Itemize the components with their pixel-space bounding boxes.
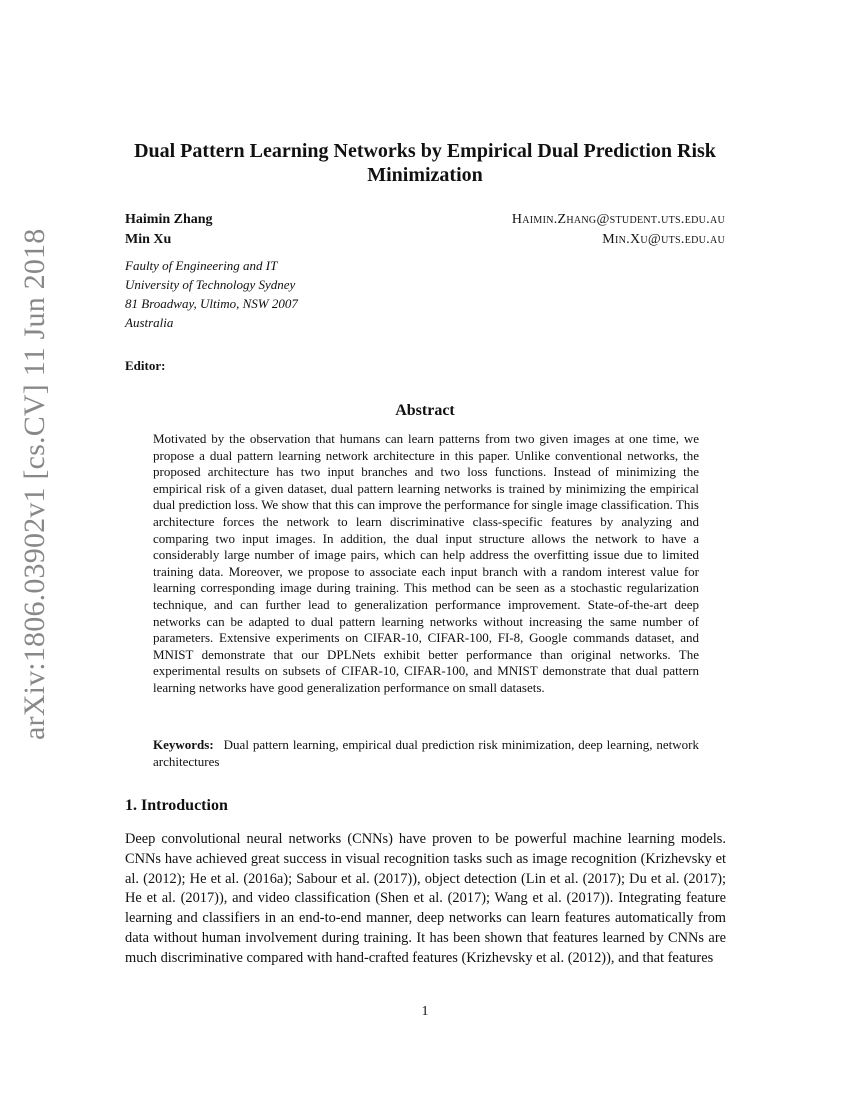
author-name-1: Haimin Zhang <box>125 212 213 227</box>
editor-label: Editor: <box>125 358 166 373</box>
author-name-2: Min Xu <box>125 232 172 247</box>
author-email-2: Min.Xu@uts.edu.au <box>602 232 725 247</box>
affiliation-country: Australia <box>125 315 174 330</box>
section-text: Deep convolutional neural networks (CNNs) have proven to be powerful machine learning models. CNNs have achieved great success in visual recognition tasks such as image recognition (Krizhevsky et al. (2012); He et al. (2016a); Sabour et al. (2017)), object detection (Lin et al. (2017); Du et al. (2017); He et al. (2017)), and video classification (Shen et al. (2017); Wang et al. (2017)). Integrating feature learning and classifiers in an end-to-end manner, deep networks can learn features automatically from data without human involvement during training. It has been shown that features learned by CNNs are much discriminative compared with hand-crafted features (Krizhevsky et al. (2012)), and that features <box>125 831 726 966</box>
section-heading: 1. Introduction <box>125 797 228 814</box>
keywords-text: Dual pattern learning, empirical dual prediction risk minimization, deep learning, network architectures <box>153 737 699 769</box>
keywords-label: Keywords: <box>153 737 214 752</box>
affiliation-dept: Faulty of Engineering and IT <box>125 258 278 273</box>
abstract-heading: Abstract <box>395 402 455 419</box>
author-email-1: Haimin.Zhang@student.uts.edu.au <box>511 212 725 227</box>
affiliation-address: 81 Broadway, Ultimo, NSW 2007 <box>125 296 298 311</box>
paper-title: Dual Pattern Learning Networks by Empirical Dual Prediction Risk Minimization <box>134 140 716 186</box>
affiliation-block <box>125 256 298 332</box>
abstract-text: Motivated by the observation that humans can learn patterns from two given images at one time, we propose a dual pattern learning network architecture in this paper. Unlike conventional networks, the proposed architecture has two input branches and two loss functions. Instead of minimizing the empirical risk of a given dataset, dual pattern learning networks is trained by minimizing the empirical dual prediction loss. We show that this can improve the performance for single image classification. This architecture forces the network to learn discriminative class-specific features by analyzing and comparing two input images. In addition, the dual input structure allows the network to have a considerably large number of image pairs, which can help address the overfitting issue due to limited training data. Moreover, we propose to associate each input branch with a random interest value for learning corresponding image during training. This method can be seen as a stochastic regularization technique, and can further lead to generalization performance improvement. State-of-the-art deep networks can be adapted to dual pattern learning networks without increasing the same number of parameters. Extensive experiments on CIFAR-10, CIFAR-100, FI-8, Google commands dataset, and MNIST demonstrate that our DPLNets exhibit better performance than original networks. The experimental results on subsets of CIFAR-10, CIFAR-100, and MNIST demonstrate that dual pattern learning networks have good generalization performance on small datasets. <box>153 431 699 695</box>
arxiv-identifier: arXiv:1806.03902v1 [cs.CV] 11 Jun 2018 <box>18 228 51 740</box>
page-number: 1 <box>421 1004 429 1019</box>
affiliation-university: University of Technology Sydney <box>125 277 296 292</box>
keywords <box>153 737 699 770</box>
